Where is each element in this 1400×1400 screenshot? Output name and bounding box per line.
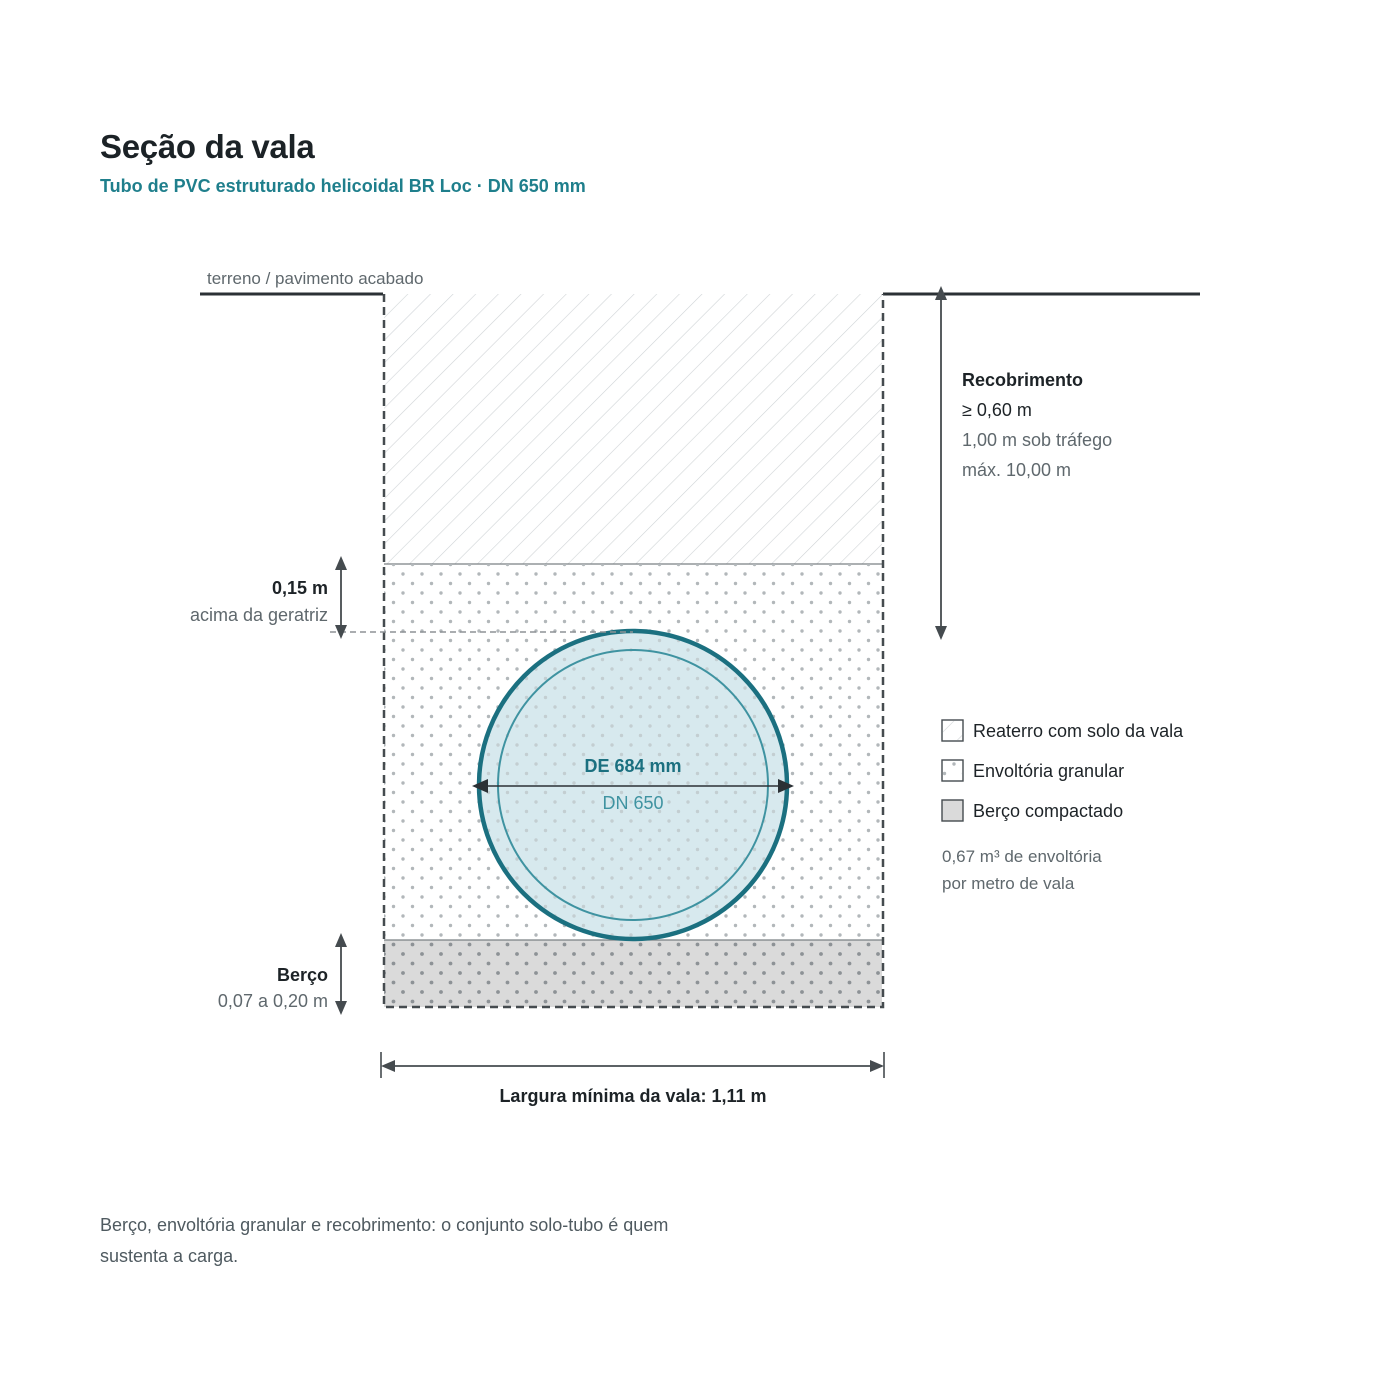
legend-label-bedding: Berço compactado bbox=[973, 801, 1124, 821]
page-title: Seção da vala bbox=[100, 128, 315, 165]
ground-label: terreno / pavimento acabado bbox=[207, 269, 424, 288]
cover-label: Recobrimento bbox=[962, 370, 1084, 390]
footnote: Berço, envoltória granular e recobrimento: o conjunto solo-tubo é quem sustenta a carga. bbox=[100, 1215, 669, 1266]
bedding-dots bbox=[384, 940, 882, 1007]
legend-item-backfill bbox=[942, 720, 1184, 741]
width-arrow-left bbox=[381, 1060, 395, 1072]
backfill-zone bbox=[384, 294, 882, 564]
legend bbox=[942, 720, 1184, 893]
legend-label-granular: Envoltória granular bbox=[973, 761, 1125, 781]
bedding-label: Berço bbox=[276, 965, 328, 985]
legend-item-bedding bbox=[942, 800, 1123, 821]
crown-cover-label: acima da geratriz bbox=[189, 605, 328, 625]
cover-max: máx. 10,00 m bbox=[962, 460, 1072, 480]
bedding-arrow-up bbox=[335, 933, 347, 947]
width-label: Largura mínima da vala: 1,11 m bbox=[499, 1086, 767, 1106]
legend-swatch-gray bbox=[942, 800, 963, 821]
legend-swatch-dots-fill bbox=[943, 761, 962, 780]
pipe-nominal-diameter-label: DN 650 bbox=[602, 793, 664, 813]
legend-label-backfill: Reaterro com solo da vala bbox=[973, 721, 1184, 741]
bedding-arrow-down bbox=[335, 1001, 347, 1015]
legend-note-line2: por metro de vala bbox=[942, 874, 1075, 893]
pipe bbox=[479, 631, 787, 939]
legend-note-line1: 0,67 m³ de envoltória bbox=[942, 847, 1102, 866]
page-subtitle: Tubo de PVC estruturado helicoidal BR Loc · DN 650 mm bbox=[100, 176, 586, 196]
legend-swatch-hatch-fill bbox=[943, 721, 962, 740]
bedding-value: 0,07 a 0,20 m bbox=[217, 991, 328, 1011]
crown-arrow-up bbox=[335, 556, 347, 570]
cover-arrow-down bbox=[935, 626, 947, 640]
width-arrow-right bbox=[870, 1060, 884, 1072]
cover-traffic: 1,00 m sob tráfego bbox=[962, 430, 1113, 450]
pipe-outer-diameter-label: DE 684 mm bbox=[584, 756, 682, 776]
legend-item-granular bbox=[942, 760, 1124, 781]
crown-cover-value: 0,15 m bbox=[271, 578, 328, 598]
cover-min: ≥ 0,60 m bbox=[962, 400, 1032, 420]
